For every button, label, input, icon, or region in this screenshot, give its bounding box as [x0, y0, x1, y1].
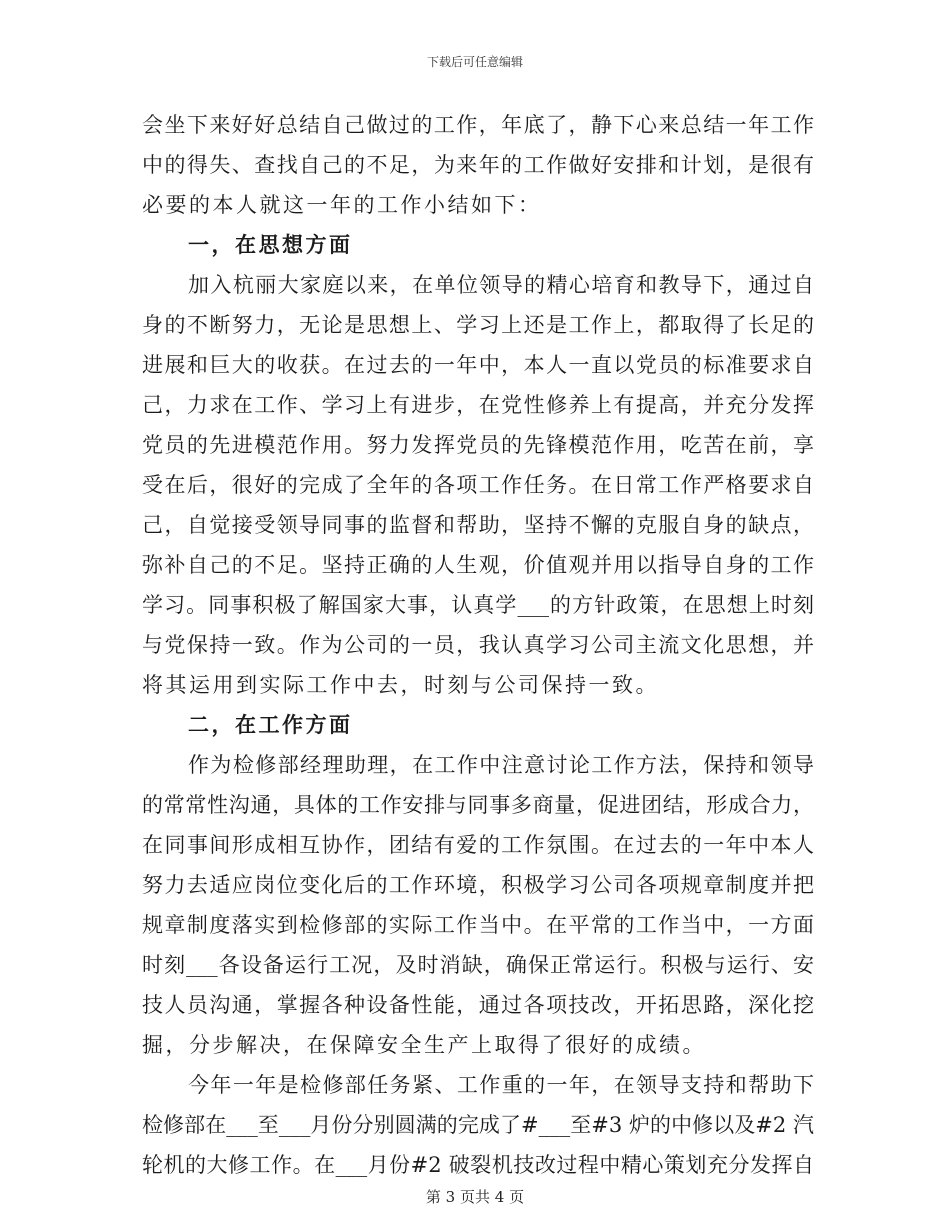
body-line: 进展和巨大的收获。在过去的一年中，本人一直以党员的标准要求自	[142, 353, 814, 377]
body-line: 时刻___各设备运行工况，及时消缺，确保正常运行。积极与运行、安	[142, 953, 814, 977]
body-line: 身的不断努力，无论是思想上、学习上还是工作上，都取得了长足的	[142, 313, 814, 337]
section-heading-thought: 一，在思想方面	[188, 232, 353, 257]
body-line: 中的得失、查找自己的不足，为来年的工作做好安排和计划，是很有	[142, 153, 814, 177]
section-heading-work: 二，在工作方面	[188, 712, 353, 737]
body-line: 在同事间形成相互协作，团结有爱的工作氛围。在过去的一年中本人	[142, 833, 814, 857]
body-line: 受在后，很好的完成了全年的各项工作任务。在日常工作严格要求自	[142, 473, 814, 497]
body-line: 己，力求在工作、学习上有进步，在党性修养上有提高，并充分发挥	[142, 393, 814, 417]
body-line: 规章制度落实到检修部的实际工作当中。在平常的工作当中，一方面	[142, 913, 814, 937]
body-line: 将其运用到实际工作中去，时刻与公司保持一致。	[142, 673, 659, 697]
body-line: 必要的本人就这一年的工作小结如下：	[142, 193, 542, 217]
page-footer: 第 3 页共 4 页	[425, 1188, 525, 1206]
body-line: 己，自觉接受领导同事的监督和帮助，坚持不懈的克服自身的缺点，	[142, 513, 814, 537]
body-line: 检修部在___至___月份分别圆满的完成了#___至#3 炉的中修以及#2 汽	[142, 1113, 814, 1137]
body-line: 的常常性沟通，具体的工作安排与同事多商量，促进团结，形成合力，	[142, 793, 814, 817]
body-line: 技人员沟通，掌握各种设备性能，通过各项技改，开拓思路，深化挖	[142, 993, 814, 1017]
body-line: 掘，分步解决，在保障安全生产上取得了很好的成绩。	[142, 1033, 706, 1057]
body-line: 轮机的大修工作。在___月份#2 破裂机技改过程中精心策划充分发挥自	[142, 1153, 814, 1177]
body-line: 作为检修部经理助理，在工作中注意讨论工作方法，保持和领导	[188, 753, 814, 777]
body-line: 弥补自己的不足。坚持正确的人生观，价值观并用以指导自身的工作	[142, 553, 814, 577]
body-line: 努力去适应岗位变化后的工作环境，积极学习公司各项规章制度并把	[142, 873, 814, 897]
body-line: 与党保持一致。作为公司的一员，我认真学习公司主流文化思想，并	[142, 633, 814, 657]
page-header: 下载后可任意编辑	[426, 55, 523, 69]
body-line: 加入杭丽大家庭以来，在单位领导的精心培育和教导下，通过自	[188, 273, 814, 297]
body-line: 学习。同事积极了解国家大事，认真学___的方针政策，在思想上时刻	[142, 593, 814, 617]
document-body	[142, 105, 814, 1185]
body-line: 会坐下来好好总结自己做过的工作，年底了，静下心来总结一年工作	[142, 113, 814, 137]
body-line: 今年一年是检修部任务紧、工作重的一年，在领导支持和帮助下	[188, 1073, 814, 1097]
body-line: 党员的先进模范作用。努力发挥党员的先锋模范作用，吃苦在前，享	[142, 433, 814, 457]
